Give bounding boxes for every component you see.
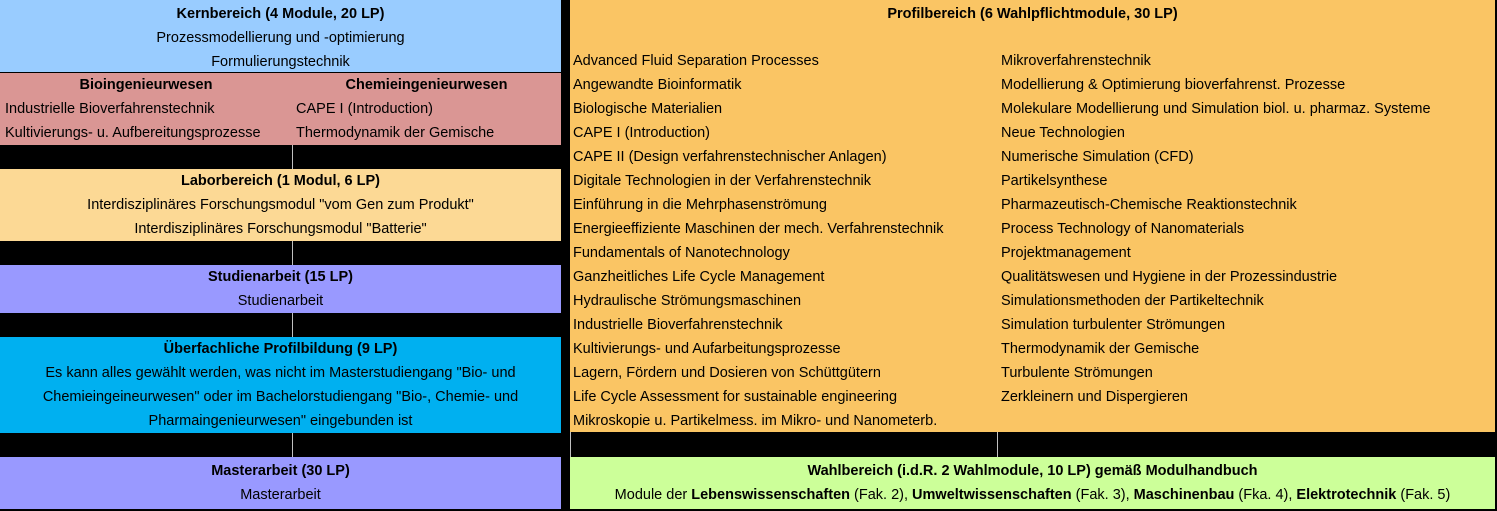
wahlbereich-title: Wahlbereich (i.d.R. 2 Wahlmodule, 10 LP) gemäß Modulhandbuch <box>807 463 1258 479</box>
profil-module-item: Zerkleinern und Dispergieren <box>1001 389 1188 405</box>
laborbereich-item: Interdisziplinäres Forschungsmodul "Batterie" <box>134 221 427 237</box>
laborbereich-item: Interdisziplinäres Forschungsmodul "vom Gen zum Produkt" <box>87 197 474 213</box>
profil-module-item: Fundamentals of Nanotechnology <box>573 245 790 261</box>
profil-module-item: Kultivierungs- und Aufarbeitungsprozesse <box>573 341 841 357</box>
wahlbereich-block <box>570 457 1495 509</box>
profil-module-item: Einführung in die Mehrphasenströmung <box>573 197 827 213</box>
profil-module-item: Simulationsmethoden der Partikeltechnik <box>1001 293 1264 309</box>
profil-module-item: Advanced Fluid Separation Processes <box>573 53 819 69</box>
row-divider <box>570 432 571 457</box>
chemie-item: CAPE I (Introduction) <box>296 101 433 117</box>
bio-title: Bioingenieurwesen <box>79 77 213 93</box>
wahl-faculty-name: Umweltwissenschaften <box>912 487 1072 503</box>
spacer-row <box>0 241 561 265</box>
studienarbeit-item: Studienarbeit <box>237 293 324 309</box>
masterarbeit-block <box>0 457 561 509</box>
profil-module-item: Digitale Technologien in der Verfahrenstechnik <box>573 173 871 189</box>
profil-module-item: Partikelsynthese <box>1001 173 1108 189</box>
profil-module-item: Ganzheitliches Life Cycle Management <box>573 269 825 285</box>
profil-module-item: Neue Technologien <box>1001 125 1125 141</box>
profil-module-item: Thermodynamik der Gemische <box>1001 341 1200 357</box>
chemie-title: Chemieingenieurwesen <box>345 77 508 93</box>
spacer-row <box>0 313 561 337</box>
profil-module-item: Mikroverfahrenstechnik <box>1001 53 1151 69</box>
profil-module-item: CAPE I (Introduction) <box>573 125 710 141</box>
bio-item: Industrielle Bioverfahrenstechnik <box>5 101 215 117</box>
profil-module-item: Numerische Simulation (CFD) <box>1001 149 1194 165</box>
wahl-faculty-name: Elektrotechnik <box>1296 487 1397 503</box>
wahlbereich-description <box>570 483 1495 507</box>
profil-module-item: Mikroskopie u. Partikelmess. im Mikro- und Nanometerb. <box>573 413 938 429</box>
spacer-row <box>570 432 1495 457</box>
profil-module-item: Process Technology of Nanomaterials <box>1001 221 1245 237</box>
wahl-text: Module der <box>614 487 692 503</box>
kernbereich-item: Prozessmodellierung und -optimierung <box>156 30 405 46</box>
wahl-faculty-name: Lebenswissenschaften <box>691 487 850 503</box>
studienarbeit-block <box>0 265 561 313</box>
kernbereich-block <box>0 0 561 72</box>
ueberfachlich-title: Überfachliche Profilbildung (9 LP) <box>163 341 398 357</box>
row-divider <box>292 145 293 169</box>
profil-module-item: Life Cycle Assessment for sustainable engineering <box>573 389 898 405</box>
ueberfachlich-text: Es kann alles gewählt werden, was nicht im Masterstudiengang "Bio- und <box>45 365 516 381</box>
vertiefung-block <box>0 73 561 145</box>
profil-module-item: Hydraulische Strömungsmaschinen <box>573 293 802 309</box>
ueberfachlich-text: Pharmaingenieurwesen" eingebunden ist <box>148 413 413 429</box>
row-divider <box>292 241 293 265</box>
profil-module-item: Molekulare Modellierung und Simulation biol. u. pharmaz. Systeme <box>1001 101 1431 117</box>
laborbereich-title: Laborbereich (1 Modul, 6 LP) <box>181 173 380 189</box>
masterarbeit-title: Masterarbeit (30 LP) <box>211 463 350 479</box>
wahl-text: (Fak. 2), <box>850 487 913 503</box>
laborbereich-block <box>0 169 561 241</box>
wahl-text: (Fka. 4), <box>1234 487 1297 503</box>
wahl-faculty-name: Maschinenbau <box>1133 487 1235 503</box>
wahl-text: (Fak. 5) <box>1396 487 1451 503</box>
profil-module-item: Pharmazeutisch-Chemische Reaktionstechnik <box>1001 197 1297 213</box>
profilbereich-title: Profilbereich (6 Wahlpflichtmodule, 30 LP) <box>887 6 1178 22</box>
profil-module-item: Biologische Materialien <box>573 101 723 117</box>
profil-module-item: Projektmanagement <box>1001 245 1131 261</box>
masterarbeit-item: Masterarbeit <box>240 487 321 503</box>
ueberfachlich-block <box>0 337 561 433</box>
profil-module-item: Angewandte Bioinformatik <box>573 77 742 93</box>
profil-module-item: Energieeffiziente Maschinen der mech. Verfahrenstechnik <box>573 221 944 237</box>
profilbereich-block <box>570 0 1495 432</box>
profil-module-item: Industrielle Bioverfahrenstechnik <box>573 317 783 333</box>
wahl-text: (Fak. 3), <box>1071 487 1134 503</box>
bio-item: Kultivierungs- u. Aufbereitungsprozesse <box>5 125 261 141</box>
row-divider <box>292 433 293 457</box>
spacer-row <box>0 145 561 169</box>
profil-module-item: Turbulente Strömungen <box>1001 365 1153 381</box>
kernbereich-item: Formulierungstechnik <box>211 54 350 70</box>
kernbereich-title: Kernbereich (4 Module, 20 LP) <box>176 6 385 22</box>
profil-module-item: Lagern, Fördern und Dosieren von Schüttgütern <box>573 365 881 381</box>
profil-module-item: Simulation turbulenter Strömungen <box>1001 317 1226 333</box>
profil-module-item: Qualitätswesen und Hygiene in der Prozessindustrie <box>1001 269 1338 285</box>
spacer-row <box>0 433 561 457</box>
profil-module-item: CAPE II (Design verfahrenstechnischer Anlagen) <box>573 149 887 165</box>
row-divider <box>292 313 293 337</box>
studienarbeit-title: Studienarbeit (15 LP) <box>207 269 354 285</box>
row-divider <box>997 432 998 457</box>
chemie-item: Thermodynamik der Gemische <box>296 125 495 141</box>
ueberfachlich-text: Chemieingeineurwesen" oder im Bachelorstudiengang "Bio-, Chemie- und <box>42 389 519 405</box>
profil-module-item: Modellierung & Optimierung bioverfahrenst. Prozesse <box>1001 77 1346 93</box>
